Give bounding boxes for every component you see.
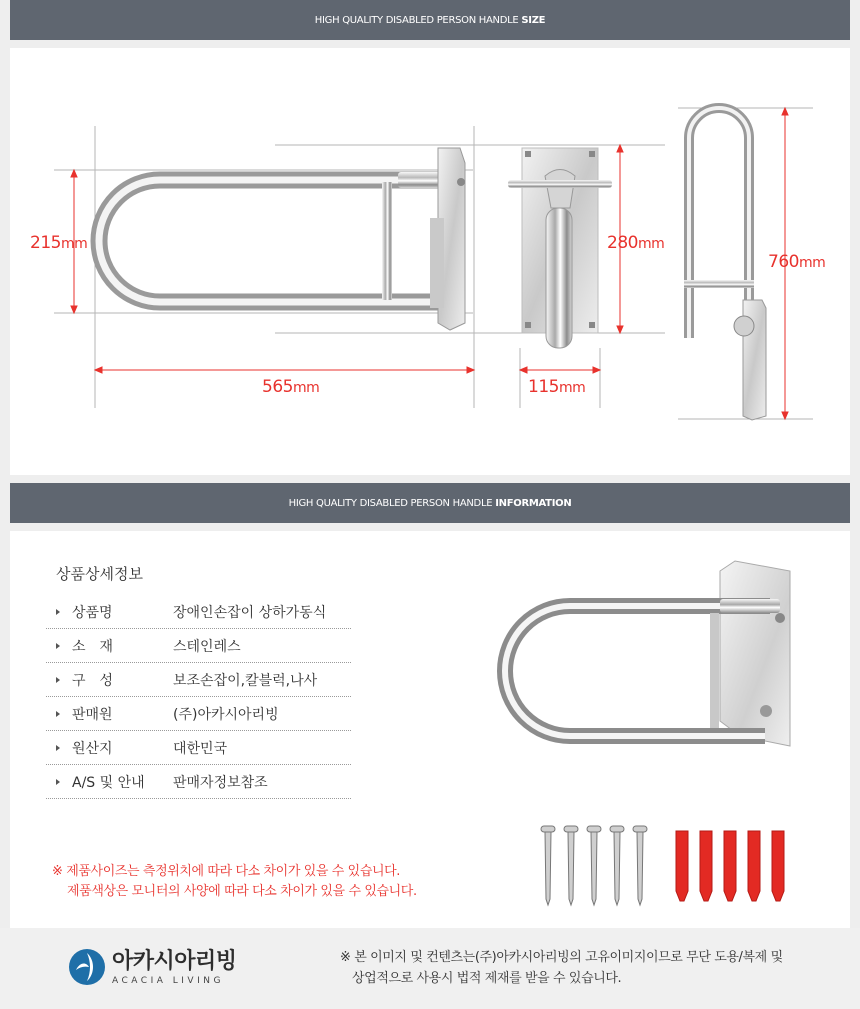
size-header-band	[10, 0, 850, 40]
info-header-bold: INFORMATION	[495, 497, 572, 509]
info-title: 상품상세정보	[56, 565, 143, 583]
spec-label: 구 성	[72, 672, 114, 689]
notice-line: ※ 제품사이즈는 측정위치에 따라 다소 차이가 있을 수 있습니다.	[52, 864, 401, 879]
handle-side-view	[99, 148, 465, 330]
dim-length: 565mm	[262, 377, 320, 397]
brand-name: 아카시아리빙	[112, 949, 237, 974]
dim-height-raised: 760mm	[768, 252, 826, 272]
spec-label: 원산지	[72, 740, 113, 757]
size-header-prefix: HIGH QUALITY DISABLED PERSON HANDLE	[314, 14, 519, 26]
spec-value: 스테인레스	[173, 638, 241, 655]
spec-value: 판매자정보참조	[173, 774, 268, 791]
dim-plate-width: 115mm	[528, 377, 586, 397]
copyright-line: ※ 본 이미지 및 컨텐츠는(주)아카시아리빙의 고유이미지이므로 무단 도용/복제 및	[340, 950, 783, 965]
product-photo	[10, 531, 850, 928]
screw-set	[541, 826, 647, 905]
notice-line: 제품색상은 모니터의 사양에 따라 다소 차이가 있을 수 있습니다.	[67, 884, 417, 899]
spec-label: 소 재	[72, 638, 114, 655]
spec-label: 상품명	[72, 604, 113, 621]
brand-name-en: ACACIA LIVING	[112, 976, 224, 986]
dim-plate-height: 280mm	[607, 233, 665, 253]
brand-logo-icon	[68, 948, 106, 986]
copyright-line: 상업적으로 사용시 법적 제재를 받을 수 있습니다.	[352, 971, 622, 986]
size-panel	[10, 48, 850, 475]
spec-value: 대한민국	[173, 740, 228, 757]
spec-label: A/S 및 안내	[72, 774, 145, 791]
wall-plug-set	[676, 831, 784, 901]
handle-photo	[505, 561, 790, 746]
spec-value: 장애인손잡이 상하가동식	[173, 604, 327, 621]
spec-label: 판매원	[72, 706, 113, 723]
copyright-notice	[340, 947, 783, 989]
handle-raised-view	[684, 108, 766, 420]
info-header-band	[10, 483, 850, 523]
dimension-arrows	[71, 108, 788, 419]
info-panel	[10, 531, 850, 928]
dim-height-folded: 215mm	[30, 233, 88, 253]
spec-value: (주)아카시아리빙	[173, 706, 279, 723]
info-header-prefix: HIGH QUALITY DISABLED PERSON HANDLE	[288, 497, 493, 509]
size-diagram	[10, 48, 850, 475]
size-header-bold: SIZE	[521, 14, 546, 26]
spec-value: 보조손잡이,칼블럭,나사	[173, 672, 318, 689]
plate-front-view	[508, 148, 612, 348]
footer	[0, 928, 860, 1009]
